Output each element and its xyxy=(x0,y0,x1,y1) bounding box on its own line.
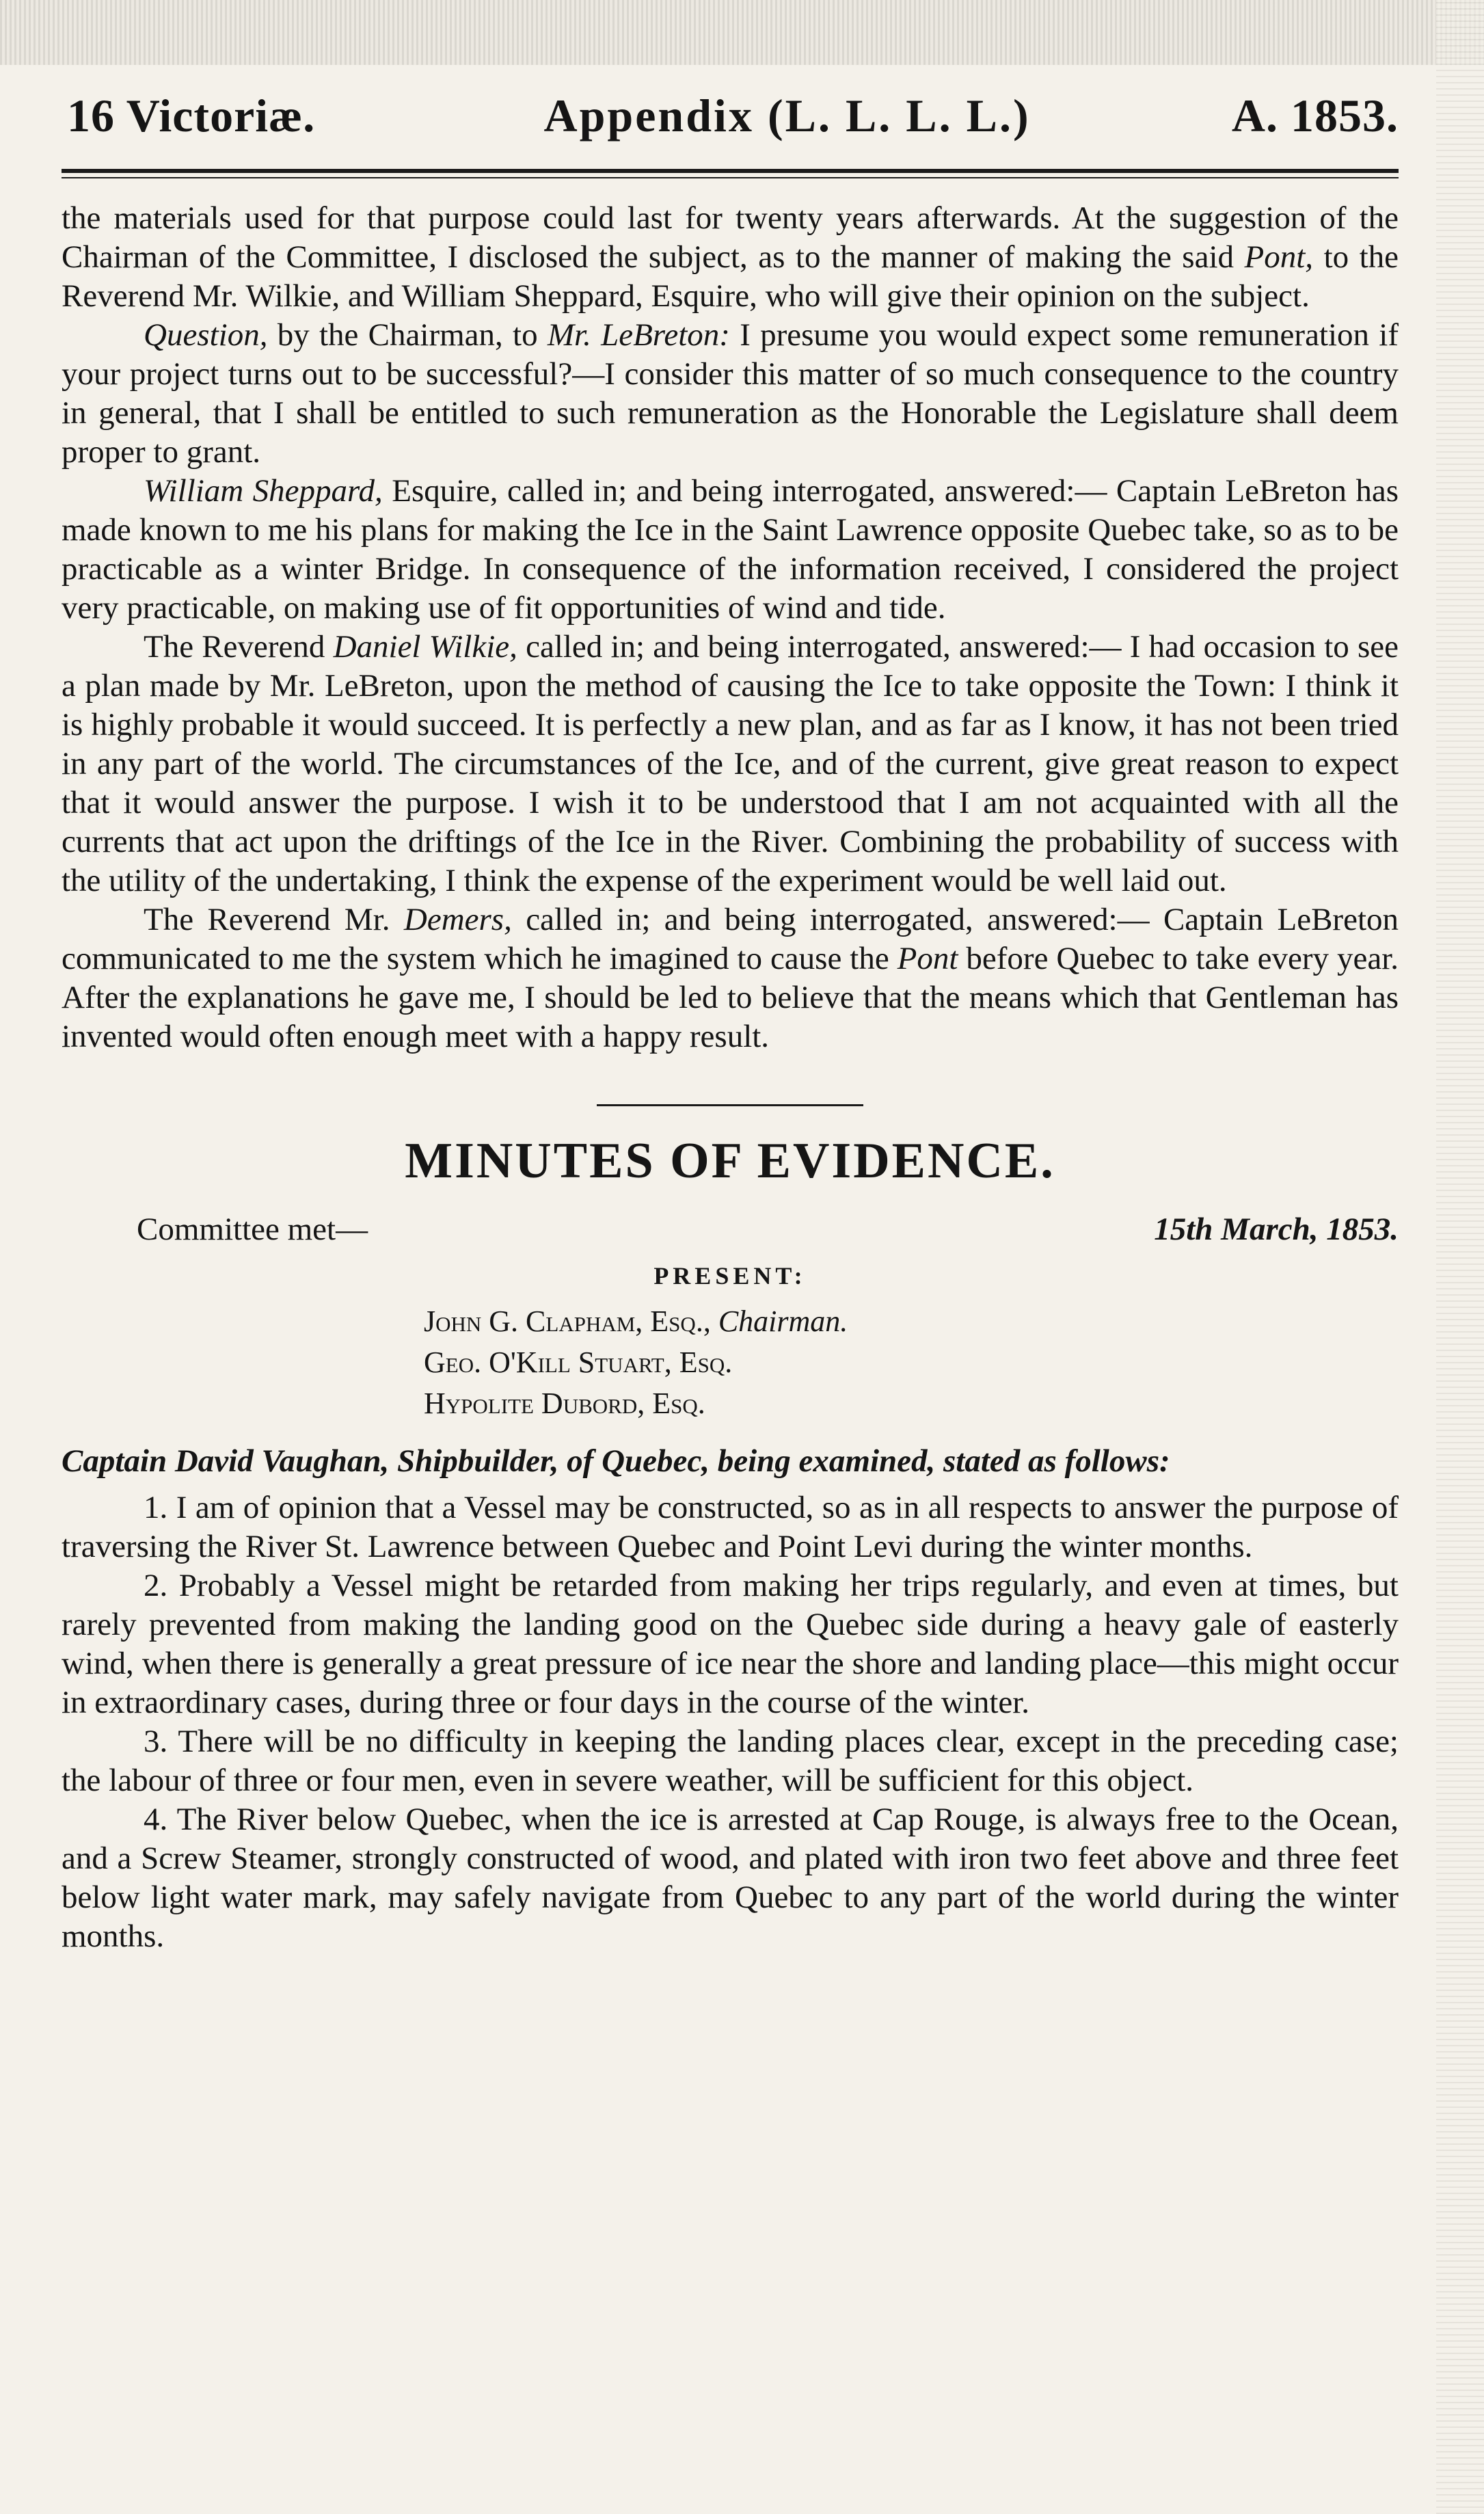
witness-line: Captain David Vaughan, Shipbuilder, of Quebec, being examined, stated as follows: xyxy=(62,1443,1170,1479)
year-label: A. 1853. xyxy=(1231,90,1399,142)
paragraph-question: Question, by the Chairman, to Mr. LeBreton: I presume you would expect some remuneration if your project turns out to be successful?—I consider this matter of so much consequence to the country in general, that I shall be entitled to such remuneration as the Honorable the Legislature shall deem proper to grant. xyxy=(62,317,1399,470)
header-rule-thick xyxy=(62,169,1399,173)
session-label: 16 Victoriæ. xyxy=(67,90,316,142)
meeting-line xyxy=(62,1211,1399,1248)
header-rule-thin xyxy=(62,177,1399,178)
answer-3: 3. There will be no difficulty in keeping the landing places clear, except in the preceding case; the labour of three or four men, even in severe weather, will be sufficient for this object. xyxy=(62,1724,1399,1798)
paragraph-sheppard: William Sheppard, Esquire, called in; and being interrogated, answered:— Captain LeBreton has made known to me his plans for making the Ice in the Saint Lawrence opposite Quebec take, so as to be practicable as a winter Bridge. In consequence of the information received, I considered the project very practicable, on making use of fit opportunities of wind and tide. xyxy=(62,473,1399,626)
committee-met: Committee met— xyxy=(137,1212,368,1247)
paragraph-continuation: the materials used for that purpose could last for twenty years afterwards. At the suggestion of the Chairman of the Committee, I disclosed the subject, as to the manner of making the said Pont, to the Reverend Mr. Wilkie, and William Sheppard, Esquire, who will give their opinion on the subject. xyxy=(62,200,1399,314)
member-dubord: Hypolite Dubord, Esq. xyxy=(424,1387,705,1420)
present-label: PRESENT: xyxy=(653,1262,807,1289)
running-head xyxy=(62,89,1399,143)
members-list xyxy=(62,1301,1399,1424)
member-stuart: Geo. O'Kill Stuart, Esq. xyxy=(424,1346,733,1379)
answer-4: 4. The River below Quebec, when the ice is arrested at Cap Rouge, is always free to the Ocean, and a Screw Steamer, strongly constructed of wood, and plated with iron two feet above and three feet below light water mark, may safely navigate from Quebec to any part of the world during the winter months. xyxy=(62,1802,1399,1954)
meeting-date: 15th March, 1853. xyxy=(1154,1212,1399,1247)
member-chairman: John G. Clapham, Esq., Chairman. xyxy=(424,1305,848,1338)
appendix-label: Appendix (L. L. L. L.) xyxy=(543,90,1031,142)
answer-2: 2. Probably a Vessel might be retarded from making her trips regularly, and even at times, but rarely prevented from making the landing good on the Quebec side during a heavy gale of easterly wind, when there is generally a great pressure of ice near the shore and landing place—this might occur in extraordinary cases, during three or four days in the course of the winter. xyxy=(62,1568,1399,1720)
paragraph-demers: The Reverend Mr. Demers, called in; and being interrogated, answered:— Captain LeBreton communicated to me the system which he imagined to cause the Pont before Quebec to take every year. After the explanations he gave me, I should be led to believe that the means which that Gentleman has invented would often enough meet with a happy result. xyxy=(62,902,1399,1054)
section-separator xyxy=(597,1104,863,1106)
answer-1: 1. I am of opinion that a Vessel may be constructed, so as in all respects to answer the purpose of traversing the River St. Lawrence between Quebec and Point Levi during the winter months. xyxy=(62,1490,1399,1564)
minutes-heading: MINUTES OF EVIDENCE. xyxy=(405,1133,1055,1189)
paragraph-wilkie: The Reverend Daniel Wilkie, called in; and being interrogated, answered:— I had occasion to see a plan made by Mr. LeBreton, upon the method of causing the Ice to take opposite the Town: I think it is highly probable it would succeed. It is perfectly a new plan, and as far as I know, it has not been tried in any part of the world. The circumstances of the Ice, and of the current, give great reason to expect that it would answer the purpose. I wish it to be understood that I am not acquainted with all the currents that act upon the driftings of the Ice in the River. Combining the probability of success with the utility of the undertaking, I think the expense of the experiment would be well laid out. xyxy=(62,629,1399,898)
